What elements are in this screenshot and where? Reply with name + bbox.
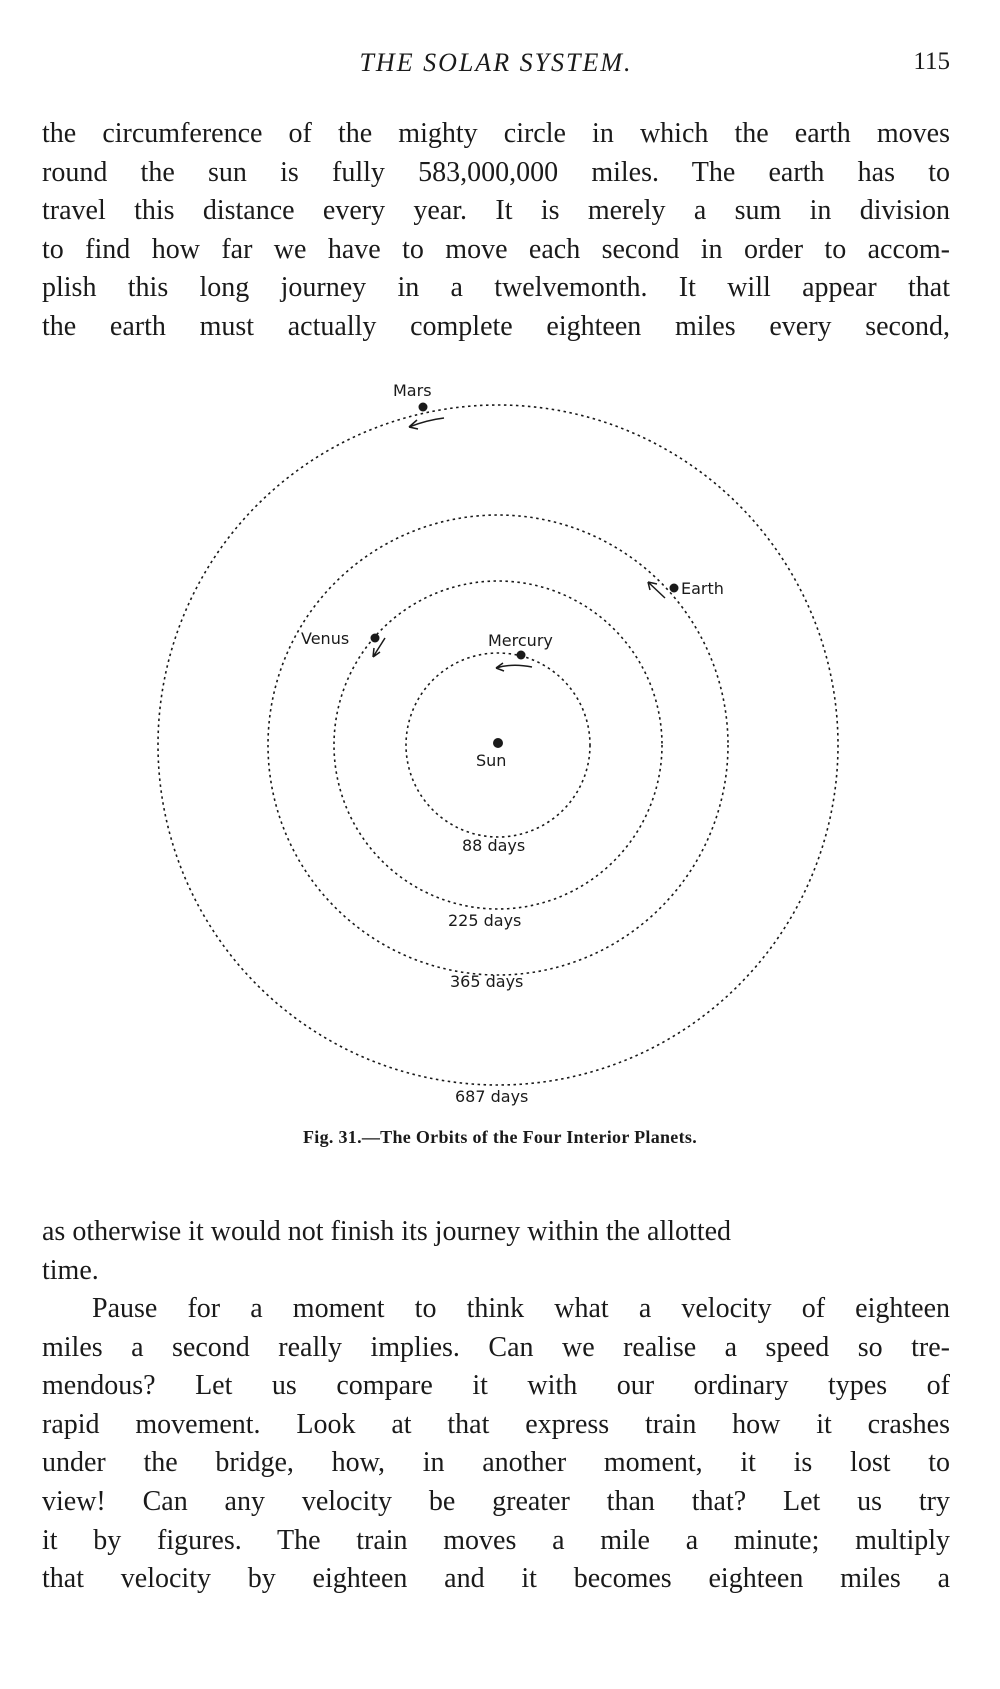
text-line: it by figures. The train moves a mile a minute; multiply	[42, 1524, 950, 1556]
paragraph-2	[42, 1213, 950, 1290]
text-line: under the bridge, how, in another moment, it is lost to	[42, 1447, 950, 1479]
running-header	[42, 48, 950, 88]
earth-dot	[670, 584, 679, 593]
mercury-dot	[517, 651, 526, 660]
text-line: the circumference of the mighty circle in which the earth moves	[42, 118, 950, 149]
mars-arrow	[409, 418, 444, 429]
text-line: mendous? Let us compare it with our ordinary types of	[42, 1370, 950, 1402]
paragraph-1	[42, 115, 950, 347]
text-line: Pause for a moment to think what a velocity of eighteen	[92, 1293, 950, 1324]
mars-dot	[419, 403, 428, 412]
earth-label: Earth	[681, 579, 724, 598]
venus-period-label: 225 days	[448, 911, 522, 930]
orbits-figure	[0, 370, 1000, 1122]
text-line: as otherwise it would not finish its journey within the allotted	[42, 1216, 732, 1247]
text-line: the earth must actually complete eighteen miles every second,	[42, 310, 950, 342]
page-number: 115	[913, 48, 950, 75]
text-line: plish this long journey in a twelvemonth. It will appear that	[42, 272, 950, 304]
mercury-period-label: 88 days	[462, 836, 526, 855]
sun-label: Sun	[476, 751, 507, 770]
text-line: round the sun is fully 583,000,000 miles. The earth has to	[42, 156, 950, 188]
mars-period-label: 687 days	[455, 1087, 529, 1106]
figure-caption: Fig. 31.—The Orbits of the Four Interior Planets.	[302, 1127, 697, 1147]
mars-label: Mars	[393, 381, 432, 400]
text-line: rapid movement. Look at that express train how it crashes	[42, 1408, 950, 1440]
text-line: that velocity by eighteen and it becomes eighteen miles a	[42, 1563, 950, 1595]
mercury-arrow	[496, 663, 532, 671]
running-title: THE SOLAR SYSTEM.	[359, 48, 633, 77]
text-line: miles a second really implies. Can we realise a speed so tre-	[42, 1331, 950, 1363]
text-line: view! Can any velocity be greater than that? Let us try	[42, 1485, 950, 1517]
sun-dot	[493, 738, 503, 748]
mercury-label: Mercury	[488, 631, 553, 650]
earth-period-label: 365 days	[450, 972, 524, 991]
text-line: time.	[42, 1254, 99, 1286]
venus-label: Venus	[301, 629, 350, 648]
paragraph-3	[42, 1290, 950, 1599]
text-line: travel this distance every year. It is merely a sum in division	[42, 195, 950, 227]
text-line: to find how far we have to move each second in order to accom-	[42, 233, 950, 265]
venus-dot	[371, 634, 380, 643]
